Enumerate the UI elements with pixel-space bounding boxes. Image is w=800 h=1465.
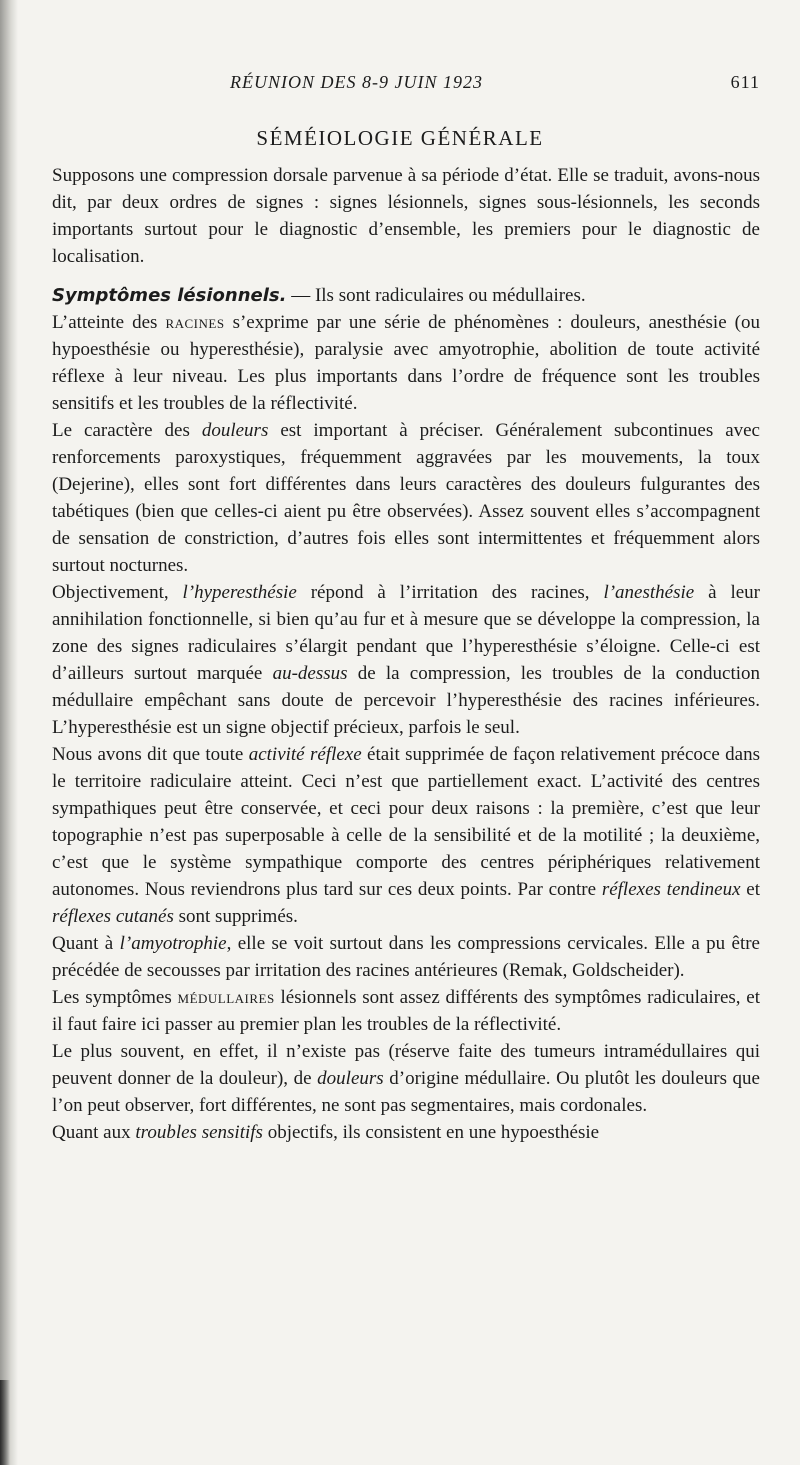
p5-text-a: Objectivement, [52, 582, 183, 603]
p5-italic-2: l’anesthésie [603, 582, 695, 603]
p3-smallcaps: racines [165, 312, 225, 333]
p6-text-b: était supprimée de façon relativement précoce dans le territoire radiculaire atteint. Ceci n’est que partiellement exact. L’activité des centres sympathiques peut être conservée, et ceci pour deux raisons : la première, c’est que leur topographie n’est pas superposable à celle de la sensibilité et de la motilité ; la deuxième, c’est que le système sympathique comporte des centres périphériques relativement autonomes. Nous reviendrons plus tard sur ces deux points. Par contre [52, 744, 760, 900]
p4-italic: douleurs [201, 420, 269, 441]
p9-text-a: Le plus souvent, en effet, il n’existe pas (réserve faite des tumeurs intramédullaires qui peuvent donner de la douleur), de [52, 1041, 760, 1089]
p9-italic: douleurs [317, 1068, 384, 1089]
p9-text-b: d’origine médullaire. Ou plutôt les douleurs que l’on peut observer, fort différentes, ne sont pas segmentaires, mais cordonales. [52, 1068, 760, 1116]
paragraph-6 [52, 741, 760, 930]
p7-italic: l’amyotrophie [119, 933, 227, 954]
paragraph-9 [52, 1038, 760, 1119]
p5-text-c: à leur annihilation fonctionnelle, si bien qu’au fur et à mesure que se développe la compression, la zone des signes radiculaires s’élargit pendant que l’hyperesthésie s’éloigne. Celle-ci est d’ailleurs surtout marquée [52, 582, 760, 684]
p5-text-d: de la compression, les troubles de la conduction médullaire empêchant sans doute de percevoir l’hyperesthésie des racines inférieures. L’hyperesthésie est un signe objectif précieux, parfois le seul. [52, 663, 760, 738]
paragraph-3 [52, 309, 760, 417]
p5-text-b: répond à l’irritation des racines, [296, 582, 604, 603]
paragraph-2 [52, 282, 760, 309]
p6-italic-1: activité réflexe [248, 744, 362, 765]
p7-text-a: Quant à [52, 933, 120, 954]
p10-italic: troubles sensitifs [135, 1122, 263, 1143]
paragraph-2-text: — Ils sont radiculaires ou médullaires. [286, 285, 586, 306]
p6-text-a: Nous avons dit que toute [52, 744, 249, 765]
p6-text-c: et [740, 879, 760, 900]
paragraph-7 [52, 930, 760, 984]
p6-text-d: sont supprimés. [173, 906, 298, 927]
p8-smallcaps: médullaires [177, 987, 275, 1008]
body-text [52, 162, 760, 1146]
p8-text-a: Les symptômes [52, 987, 178, 1008]
p3-text-a: L’atteinte des [52, 312, 166, 333]
paragraph-1: Supposons une compression dorsale parvenue à sa période d’état. Elle se traduit, avons-nous dit, par deux ordres de signes : signes lésionnels, signes sous-lésionnels, les seconds importants surtout pour le diagnostic d’ensemble, les premiers pour le diagnostic de localisation. [52, 165, 760, 267]
subheading-symptomes-lesionnels: Symptômes lésionnels. [52, 285, 287, 306]
paragraph-8 [52, 984, 760, 1038]
p5-italic-1: l’hyperesthésie [182, 582, 297, 603]
p3-text-b: s’exprime par une série de phénomènes : douleurs, anesthésie (ou hypoesthésie ou hyperesthésie), paralysie avec amyotrophie, abolition de toute activité réflexe à leur niveau. Les plus importants dans l’ordre de fréquence sont les troubles sensitifs et les troubles de la réflectivité. [52, 312, 760, 414]
paragraph-5 [52, 579, 760, 741]
paragraph-10 [52, 1119, 760, 1146]
binding-shadow [0, 0, 18, 1465]
p4-text-b: est important à préciser. Généralement subcontinues avec renforcements paroxystiques, fréquemment aggravées par les mouvements, la toux (Dejerine), elles sont fort différentes dans leurs caractères des douleurs fulgurantes des tabétiques (bien que celles-ci aient pu être observées). Assez souvent elles s’accompagnent de sensation de constriction, d’autres fois elles sont intermittentes et fréquemment alors surtout nocturnes. [52, 420, 760, 576]
p6-italic-2: réflexes tendineux [601, 879, 741, 900]
p10-text-b: objectifs, ils consistent en une hypoesthésie [262, 1122, 600, 1143]
page-number: 611 [730, 72, 760, 92]
p10-text-a: Quant aux [52, 1122, 136, 1143]
running-head-title: RÉUNION DES 8-9 JUIN 1923 [230, 72, 483, 92]
p7-text-b: , elle se voit surtout dans les compressions cervicales. Elle a pu être précédée de secousses par irritation des racines antérieures (Remak, Goldscheider). [52, 933, 760, 981]
p4-text-a: Le caractère des [52, 420, 202, 441]
paragraph-4 [52, 417, 760, 579]
running-head [230, 72, 760, 96]
p5-italic-3: au-dessus [272, 663, 348, 684]
section-title: SÉMÉIOLOGIE GÉNÉRALE [256, 126, 544, 150]
p8-text-b: lésionnels sont assez différents des symptômes radiculaires, et il faut faire ici passer au premier plan les troubles de la réflectivité. [52, 987, 760, 1035]
binding-edge-mark [0, 1380, 10, 1465]
p6-italic-3: réflexes cutanés [52, 906, 174, 927]
